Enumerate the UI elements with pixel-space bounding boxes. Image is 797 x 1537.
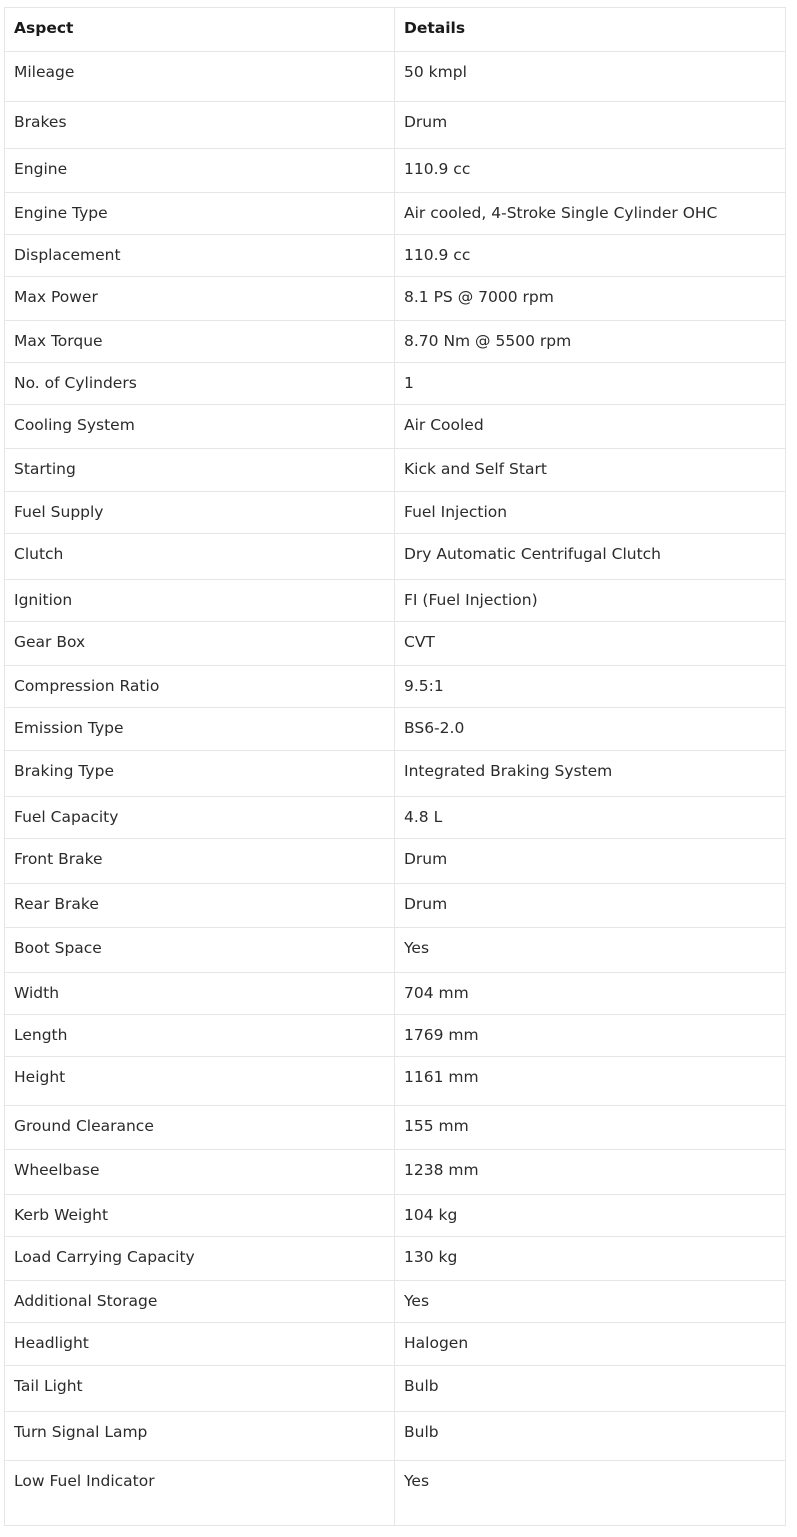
details-cell: 4.8 L xyxy=(395,797,786,839)
table-row xyxy=(5,1015,786,1057)
aspect-cell: Ground Clearance xyxy=(5,1106,395,1150)
aspect-cell: Tail Light xyxy=(5,1366,395,1412)
aspect-cell: Cooling System xyxy=(5,405,395,449)
aspect-cell: Engine Type xyxy=(5,193,395,235)
table-body xyxy=(5,52,786,1526)
aspect-cell: Brakes xyxy=(5,102,395,149)
aspect-cell: Height xyxy=(5,1057,395,1106)
aspect-cell: Clutch xyxy=(5,534,395,580)
table-row xyxy=(5,235,786,277)
header-aspect: Aspect xyxy=(5,8,395,52)
spec-table xyxy=(4,7,786,1526)
aspect-cell: Front Brake xyxy=(5,839,395,884)
details-cell: 110.9 cc xyxy=(395,235,786,277)
details-cell: 1 xyxy=(395,363,786,405)
table-row xyxy=(5,884,786,928)
table-row xyxy=(5,1412,786,1461)
table-row xyxy=(5,751,786,797)
aspect-cell: Rear Brake xyxy=(5,884,395,928)
aspect-cell: Length xyxy=(5,1015,395,1057)
table-row xyxy=(5,52,786,102)
details-cell: 704 mm xyxy=(395,973,786,1015)
table-row xyxy=(5,449,786,492)
details-cell: Yes xyxy=(395,1281,786,1323)
header-details: Details xyxy=(395,8,786,52)
aspect-cell: Max Power xyxy=(5,277,395,321)
aspect-cell: Compression Ratio xyxy=(5,666,395,708)
table-row xyxy=(5,1106,786,1150)
aspect-cell: Width xyxy=(5,973,395,1015)
details-cell: Dry Automatic Centrifugal Clutch xyxy=(395,534,786,580)
table-row xyxy=(5,1057,786,1106)
spec-table-container xyxy=(4,7,785,1526)
details-cell: Yes xyxy=(395,928,786,973)
table-row xyxy=(5,492,786,534)
table-row xyxy=(5,321,786,363)
table-row xyxy=(5,797,786,839)
table-row xyxy=(5,708,786,751)
details-cell: 1769 mm xyxy=(395,1015,786,1057)
table-row xyxy=(5,102,786,149)
aspect-cell: Gear Box xyxy=(5,622,395,666)
aspect-cell: Engine xyxy=(5,149,395,193)
table-row xyxy=(5,580,786,622)
details-cell: Air cooled, 4-Stroke Single Cylinder OHC xyxy=(395,193,786,235)
details-cell: FI (Fuel Injection) xyxy=(395,580,786,622)
details-cell: 8.70 Nm @ 5500 rpm xyxy=(395,321,786,363)
details-cell: 8.1 PS @ 7000 rpm xyxy=(395,277,786,321)
table-row xyxy=(5,1366,786,1412)
table-row xyxy=(5,1150,786,1195)
details-cell: Kick and Self Start xyxy=(395,449,786,492)
table-row xyxy=(5,928,786,973)
table-row xyxy=(5,363,786,405)
table-row xyxy=(5,534,786,580)
aspect-cell: Max Torque xyxy=(5,321,395,363)
aspect-cell: Additional Storage xyxy=(5,1281,395,1323)
details-cell: 1238 mm xyxy=(395,1150,786,1195)
table-row xyxy=(5,1461,786,1526)
details-cell: CVT xyxy=(395,622,786,666)
details-cell: 155 mm xyxy=(395,1106,786,1150)
aspect-cell: Starting xyxy=(5,449,395,492)
details-cell: Drum xyxy=(395,884,786,928)
table-row xyxy=(5,1195,786,1237)
details-cell: Drum xyxy=(395,102,786,149)
details-cell: 9.5:1 xyxy=(395,666,786,708)
aspect-cell: Ignition xyxy=(5,580,395,622)
table-row xyxy=(5,973,786,1015)
details-cell: Fuel Injection xyxy=(395,492,786,534)
aspect-cell: Fuel Supply xyxy=(5,492,395,534)
details-cell: Halogen xyxy=(395,1323,786,1366)
aspect-cell: No. of Cylinders xyxy=(5,363,395,405)
table-row xyxy=(5,1281,786,1323)
aspect-cell: Wheelbase xyxy=(5,1150,395,1195)
table-row xyxy=(5,666,786,708)
details-cell: Drum xyxy=(395,839,786,884)
details-cell: Bulb xyxy=(395,1366,786,1412)
table-row xyxy=(5,1323,786,1366)
aspect-cell: Headlight xyxy=(5,1323,395,1366)
aspect-cell: Boot Space xyxy=(5,928,395,973)
aspect-cell: Fuel Capacity xyxy=(5,797,395,839)
aspect-cell: Turn Signal Lamp xyxy=(5,1412,395,1461)
table-row xyxy=(5,193,786,235)
aspect-cell: Displacement xyxy=(5,235,395,277)
table-row xyxy=(5,149,786,193)
details-cell: 110.9 cc xyxy=(395,149,786,193)
details-cell: Yes xyxy=(395,1461,786,1526)
aspect-cell: Low Fuel Indicator xyxy=(5,1461,395,1526)
details-cell: Integrated Braking System xyxy=(395,751,786,797)
aspect-cell: Braking Type xyxy=(5,751,395,797)
aspect-cell: Mileage xyxy=(5,52,395,102)
details-cell: 50 kmpl xyxy=(395,52,786,102)
aspect-cell: Emission Type xyxy=(5,708,395,751)
details-cell: 104 kg xyxy=(395,1195,786,1237)
table-row xyxy=(5,277,786,321)
details-cell: 1161 mm xyxy=(395,1057,786,1106)
details-cell: 130 kg xyxy=(395,1237,786,1281)
table-header-row xyxy=(5,8,786,52)
details-cell: BS6-2.0 xyxy=(395,708,786,751)
aspect-cell: Kerb Weight xyxy=(5,1195,395,1237)
table-row xyxy=(5,622,786,666)
table-row xyxy=(5,1237,786,1281)
aspect-cell: Load Carrying Capacity xyxy=(5,1237,395,1281)
details-cell: Air Cooled xyxy=(395,405,786,449)
table-row xyxy=(5,405,786,449)
details-cell: Bulb xyxy=(395,1412,786,1461)
table-row xyxy=(5,839,786,884)
